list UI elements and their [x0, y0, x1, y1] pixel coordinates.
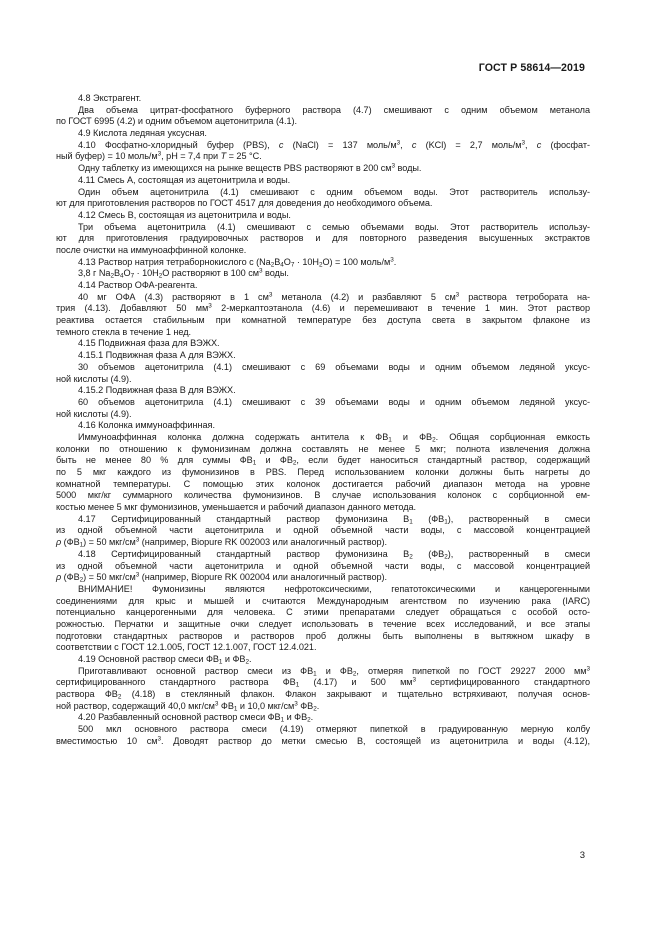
section-heading-4-14: 4.14 Раствор ОФА-реагента.	[78, 280, 198, 290]
warning-line: подготовки стандартных растворов и растворов проб должны быть выполнены в вытяжном шкафу в	[56, 630, 590, 641]
paragraph-line: по ГОСТ 6995 (4.2) и одним объемом ацетонитрила (4.1).	[56, 116, 297, 127]
section-heading-4-17: 4.17 Сертифицированный стандартный раствор фумонизина $В_1$ $(ФВ_1)$, растворенный в смеси	[78, 513, 591, 526]
warning-line: потенциально канцерогенными для человека. С этими препаратами следует обращаться с особой осто-	[56, 607, 590, 618]
paragraph-line: трия (4.13). Добавляют 50 $мм^3$ 2-меркаптоэтанола (4.6) и перемешивают в течение 1 мин. Этот раствор	[56, 302, 590, 314]
section-heading-4-15-1: 4.15.1 Подвижная фаза А для ВЭЖХ.	[78, 350, 236, 361]
warning-line: соответствии с ГОСТ 12.1.005, ГОСТ 12.1.007, ГОСТ 12.4.021.	[56, 642, 317, 653]
paragraph-line: Иммуноаффинная колонка должна содержать антитела к $ФВ_1$ и $ФВ_2$. Общая сорбционная емкость	[78, 431, 590, 444]
section-heading-4-9: 4.9 Кислота ледяная уксусная.	[78, 128, 207, 139]
paragraph-line: 3,8 г $Na_2B_4O_7 \cdot 10H_2O$ растворяют в 100 $см^3$ воды.	[78, 267, 289, 280]
paragraph-line: ной кислоты (4.9).	[56, 373, 132, 384]
paragraph-line: ρ $(ФВ_1) = 50$ мкг/$см^3$ (например, Biopure RK 002003 или аналогичный раствор).	[56, 536, 388, 549]
paragraph-line: быть не менее 80 % для суммы $ФВ_1$ и $ФВ_2$, если будет наноситься стандартный раствор, содержащий	[56, 455, 590, 467]
paragraph-line: по 5 мкг каждого из фумонизинов в PBS. Перед использованием колонки должны быть нагреты до	[56, 467, 590, 477]
page-number: 3	[579, 850, 585, 861]
paragraph-line: ρ $(ФВ_2) = 50$ мкг/$см^3$ (например, Biopure RK 002004 или аналогичный раствор).	[56, 571, 388, 584]
warning-line: соединениями для крыс и мышей и считаются Международным агентством по изучению рака (IARC)	[56, 595, 590, 606]
section-heading-4-18: 4.18 Сертифицированный стандартный раствор фумонизина $В_2$ $(ФВ_2)$, растворенный в смеси	[78, 548, 591, 561]
paragraph-line: 500 мкл основного раствора смеси (4.19) отмеряют пипеткой в градуированную мерную колбу	[78, 724, 590, 735]
paragraph-line: после очистки на иммуноаффинной колонке.	[56, 244, 247, 255]
section-heading-4-13: 4.13 Раствор натрия тетраборнокислого с $(Na_2B_4O_7 \cdot 10H_2O) = 100$ моль/$м^3$.	[78, 256, 397, 269]
paragraph-line: ной раствор, содержащий 40,0 мкг/$см^3$ $ФВ_1$ и 10,0 мкг/$см^3$ $ФВ_2$.	[56, 700, 320, 713]
paragraph-line: комнатной температуры. С помощью этих колонок достигается рабочий диапазон метода на уровне	[56, 478, 590, 489]
paragraph-line: 40 мг ОФА (4.3) растворяют в 1 $см^3$ метанола (4.2) и разбавляют 5 $см^3$ раствора тетробората на-	[78, 291, 590, 302]
paragraph-line: из одной объемной части ацетонитрила и одной объемной части воды, с массовой концентрацией	[56, 525, 590, 536]
warning-line: рожностью. Перчатки и защитные очки следует использовать в течение всех исследований, и все этапы	[56, 618, 590, 629]
paragraph-line: Один объем ацетонитрила (4.1) смешивают с одним объемом воды. Этот растворитель использу-	[78, 186, 590, 197]
section-heading-4-10: 4.10 Фосфатно-хлоридный буфер (PBS), c (NaCl) = 137 моль/$м^3$, c (KCl) = 2,7 моль/$м^3$, c (фосфат-	[78, 139, 590, 150]
paragraph-line: сертифицированного стандартного раствора $ФВ_1$ (4.17) и 500 $мм^3$ сертифицированного стандартного	[56, 676, 590, 689]
section-heading-4-12: 4.12 Смесь В, состоящая из ацетонитрила и воды.	[78, 209, 291, 220]
section-heading-4-20: 4.20 Разбавленный основной раствор смеси $ФВ_1$ и $ФВ_2$.	[78, 712, 314, 724]
paragraph-line: 5000 мкг/кг суммарного количества фумонизинов. В случае использования колонок с сорбционной ем-	[56, 490, 590, 501]
document-body	[56, 93, 590, 748]
warning-line: ВНИМАНИЕ! Фумонизины являются нефротоксическими, гепатотоксическими и канцерогенными	[78, 583, 590, 594]
paragraph-line: 60 объемов ацетонитрила (4.1) смешивают с 39 объемами воды и одним объемом ледяной уксус-	[78, 396, 590, 407]
document-header: ГОСТ Р 58614—2019	[478, 62, 585, 74]
section-heading-4-11: 4.11 Смесь А, состоящая из ацетонитрила и воды.	[78, 174, 291, 185]
paragraph-line: Три объема ацетонитрила (4.1) смешивают с семью объемами воды. Этот растворитель использу-	[78, 221, 590, 232]
section-heading-4-15: 4.15 Подвижная фаза для ВЭЖХ.	[78, 338, 220, 349]
paragraph-line: раствора $ФВ_2$ (4.18) в стеклянный флакон. Флакон закрывают и тщательно встряхивают, получая основ-	[56, 689, 591, 701]
paragraph-line: ют для приготовления растворов по ГОСТ 4517 для доведения до необходимого объема.	[56, 198, 433, 209]
section-heading-4-16: 4.16 Колонка иммуноаффинная.	[78, 420, 215, 431]
paragraph-line: ный буфер) = 10 моль/$м^3$, pH = 7,4 при T = 25 °C.	[56, 150, 262, 162]
section-heading-4-19: 4.19 Основной раствор смеси $ФВ_1$ и $ФВ_2$.	[78, 654, 252, 666]
paragraph-line: темного стекла в течение 1 нед.	[56, 326, 191, 337]
section-heading-4-8: 4.8 Экстрагент.	[78, 93, 142, 103]
paragraph-line: Одну таблетку из имеющихся на рынке веществ PBS растворяют в 200 $см^3$ воды.	[78, 162, 422, 174]
paragraph-line: Два объема цитрат-фосфатного буферного раствора (4.7) смешивают с одним объемом метанола	[78, 104, 590, 115]
paragraph-line: 30 объемов ацетонитрила (4.1) смешивают с 69 объемами воды и одним объемом ледяной уксус-	[78, 361, 590, 372]
paragraph-line: Приготавливают основной раствор смеси из $ФВ_1$ и $ФВ_2$, отмеряя пипеткой по ГОСТ 29227 2000 $мм^3$	[78, 665, 591, 678]
paragraph-line: реактива остается стабильным при комнатной температуре без доступа света в закрытом флаконе из	[56, 315, 590, 326]
section-heading-4-15-2: 4.15.2 Подвижная фаза В для ВЭЖХ.	[78, 385, 236, 396]
paragraph-line: костью менее 5 мкг фумонизинов, уменьшается и рабочий диапазон данного метода.	[56, 502, 417, 513]
paragraph-line: ной кислоты (4.9).	[56, 408, 132, 419]
paragraph-line: ют для приготовления градуировочных растворов и для повторного разведения высушенных экстрактов	[56, 233, 590, 244]
paragraph-line: колонки по отношению к фумонизинам должна составлять не менее 5 мкг; полнота извлечения должна	[56, 443, 590, 454]
paragraph-line: из одной объемной части ацетонитрила и одной объемной части воды, с массовой концентрацией	[56, 560, 590, 571]
paragraph-line: вместимостью 10 $см^3$. Доводят раствор до метки смесью В, состоящей из ацетонитрила и воды (4.12),	[56, 735, 590, 746]
